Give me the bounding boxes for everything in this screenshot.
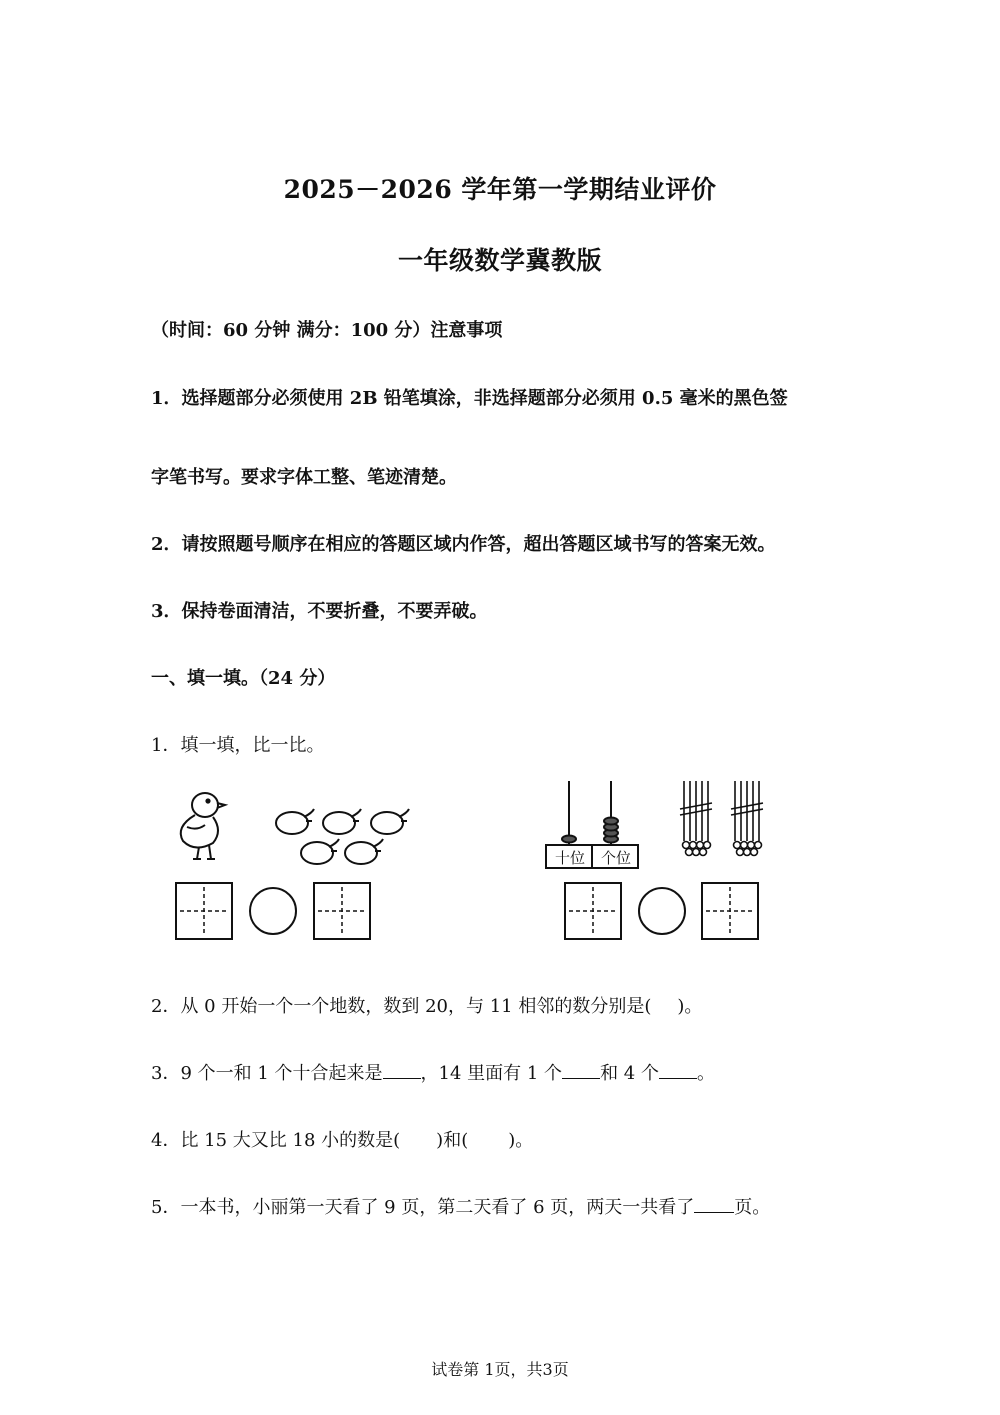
- question-1: 1．填一填，比一比。: [151, 735, 325, 756]
- exam-info: （时间：60 分钟 满分：100 分）注意事项: [151, 320, 503, 341]
- question-3-part-c: 和 4 个: [600, 1063, 659, 1084]
- question-5-part-b: 页。: [734, 1197, 771, 1218]
- compare-circle: [250, 888, 296, 934]
- abacus-ones-label: 个位: [600, 849, 631, 867]
- page-footer: 试卷第 1页，共3页: [431, 1360, 569, 1379]
- question-3-part-a: 3．9 个一和 1 个十合起来是: [151, 1063, 383, 1084]
- answer-blank[interactable]: [694, 1212, 734, 1213]
- figure-chick-eggplants: [165, 775, 425, 945]
- answer-blank[interactable]: [659, 1078, 697, 1079]
- section-heading: 一、填一填。（24 分）: [151, 668, 336, 689]
- question-4-part-b: )和(: [436, 1130, 469, 1151]
- answer-blank[interactable]: [562, 1078, 600, 1079]
- answer-blank[interactable]: [383, 1078, 421, 1079]
- page-subtitle: 一年级数学冀教版: [397, 246, 602, 275]
- compare-circle-2: [639, 888, 685, 934]
- page-title: 2025－2026 学年第一学期结业评价: [283, 175, 717, 204]
- question-3: [151, 1059, 715, 1085]
- question-3-part-d: 。: [696, 1063, 715, 1084]
- note-3: 3．保持卷面清洁，不要折叠，不要弄破。: [151, 601, 488, 622]
- question-2: [151, 992, 702, 1018]
- eggplant-icons: [276, 809, 409, 864]
- question-4-part-a: 4．比 15 大又比 18 小的数是(: [151, 1130, 401, 1151]
- chick-icon: [181, 793, 225, 859]
- note-2: 2．请按照题号顺序在相应的答题区域内作答，超出答题区域书写的答案无效。: [151, 534, 776, 555]
- note-1-cont: 字笔书写。要求字体工整、笔迹清楚。: [151, 467, 457, 488]
- abacus-tens-label: 十位: [554, 849, 585, 867]
- right-answer-box-2: [702, 883, 758, 939]
- question-5-part-a: 5．一本书，小丽第一天看了 9 页，第二天看了 6 页，两天一共看了: [151, 1197, 695, 1218]
- left-answer-box-2: [565, 883, 621, 939]
- left-answer-box: [176, 883, 232, 939]
- question-5: [151, 1193, 770, 1219]
- question-4-part-c: )。: [508, 1130, 534, 1151]
- question-3-part-b: ，14 里面有 1 个: [420, 1063, 563, 1084]
- question-4: [151, 1126, 533, 1152]
- stick-bundle-icons: [680, 781, 763, 856]
- note-1: 1．选择题部分必须使用 2B 铅笔填涂，非选择题部分必须用 0.5 毫米的黑色签: [151, 388, 788, 409]
- question-2-text: 2．从 0 开始一个一个地数，数到 20，与 11 相邻的数分别是(: [151, 996, 652, 1017]
- right-answer-box: [314, 883, 370, 939]
- question-2-end: )。: [677, 996, 703, 1017]
